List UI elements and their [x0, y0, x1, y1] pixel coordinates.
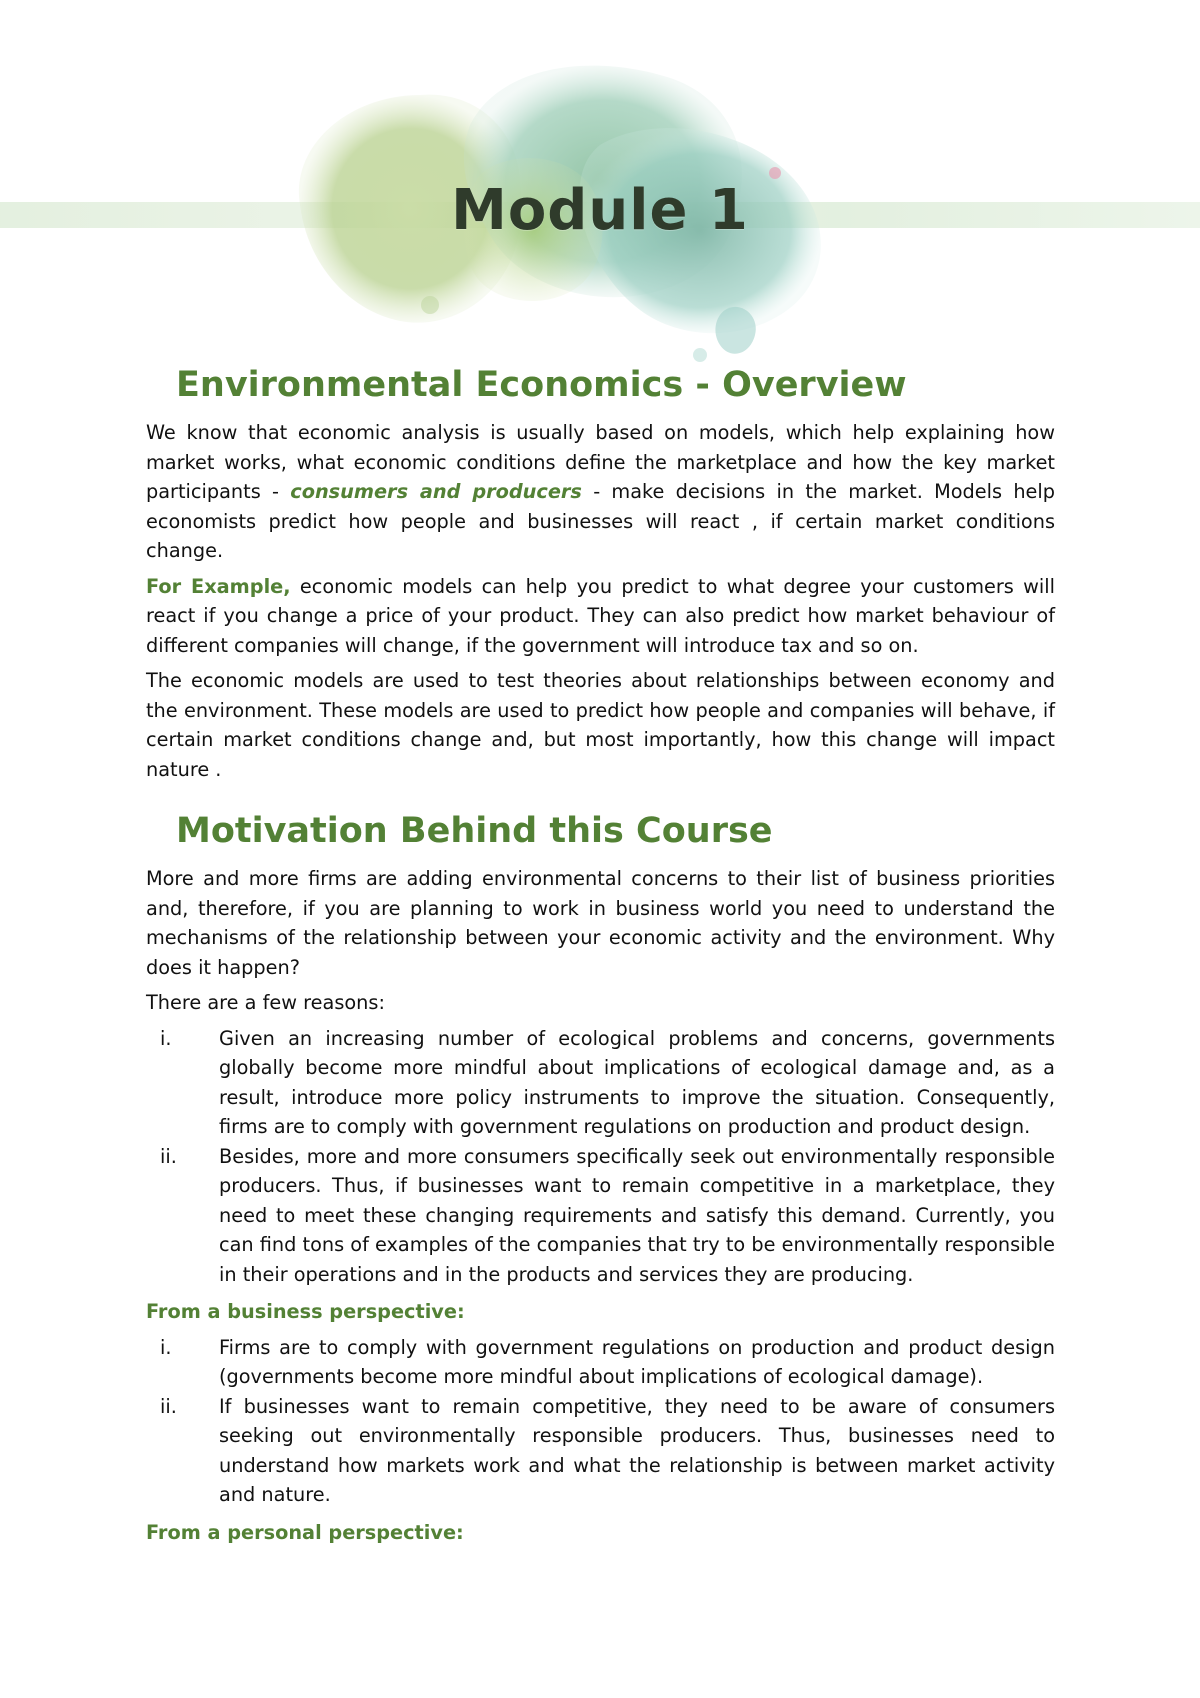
overview-paragraph-2	[146, 572, 1055, 661]
list-item	[146, 1142, 1055, 1290]
overview-p1-after: - make decisions in the market. Models help economists predict how people and businesses will react , if certain market conditions change.	[146, 480, 1056, 562]
business-perspective-label: From a business perspective:	[146, 1300, 465, 1323]
list-text: If businesses want to remain competitive, they need to be aware of consumers seeking out environmentally responsible producers. Thus, businesses need to understand how markets work and what the relationship is between market activity and nature.	[219, 1394, 1055, 1506]
module-title: Module 1	[451, 178, 749, 243]
overview-heading: Environmental Economics - Overview	[176, 365, 907, 405]
document-content	[146, 363, 1055, 1553]
overview-p1-before: We know that economic analysis is usually based on models, which help explaining how market works, what economic conditions define the marketplace and how the key market participants -	[146, 421, 1055, 503]
list-item	[146, 1392, 1055, 1510]
personal-perspective-label: From a personal perspective:	[146, 1520, 464, 1544]
motivation-heading: Motivation Behind this Course	[176, 811, 773, 851]
list-number: i.	[160, 1026, 172, 1050]
motivation-paragraph-2: There are a few reasons:	[146, 991, 385, 1014]
consumers-producers-emphasis: consumers and producers	[290, 480, 582, 503]
for-example-lead: For Example,	[146, 574, 291, 598]
list-number: ii.	[160, 1394, 177, 1418]
overview-p2-rest: economic models can help you predict to what degree your customers will react if you change a price of your product. They can also predict how market behaviour of different companies will change, if the government will introduce tax and so on.	[146, 574, 1055, 657]
list-number: ii.	[160, 1144, 177, 1168]
overview-paragraph-3: The economic models are used to test theories about relationships between economy and the environment. These models are used to predict how people and companies will behave, if certain market conditions change and, but most importantly, how this change will impact nature .	[146, 669, 1055, 781]
overview-paragraph-1	[146, 418, 1055, 566]
list-item	[146, 1333, 1055, 1392]
reasons-list	[146, 1024, 1055, 1290]
motivation-paragraph-1: More and more firms are adding environmental concerns to their list of business priorities and, therefore, if you are planning to work in business world you need to understand the mechanisms of the relationship between your economic activity and the environment. Why does it happen?	[146, 867, 1055, 979]
list-item	[146, 1024, 1055, 1142]
list-number: i.	[160, 1335, 172, 1359]
list-text: Given an increasing number of ecological problems and concerns, governments globally become more mindful about implications of ecological damage and, as a result, introduce more policy instruments to improve the situation. Consequently, firms are to comply with government regulations on production and product design.	[219, 1026, 1055, 1138]
list-text: Firms are to comply with government regulations on production and product design (governments become more mindful about implications of ecological damage).	[219, 1335, 1055, 1388]
business-points-list	[146, 1333, 1055, 1510]
list-text: Besides, more and more consumers specifically seek out environmentally responsible producers. Thus, if businesses want to remain competitive in a marketplace, they need to meet these changing requirements and satisfy this demand. Currently, you can find tons of examples of the companies that try to be environmentally responsible in their operations and in the products and services they are producing.	[219, 1144, 1055, 1286]
